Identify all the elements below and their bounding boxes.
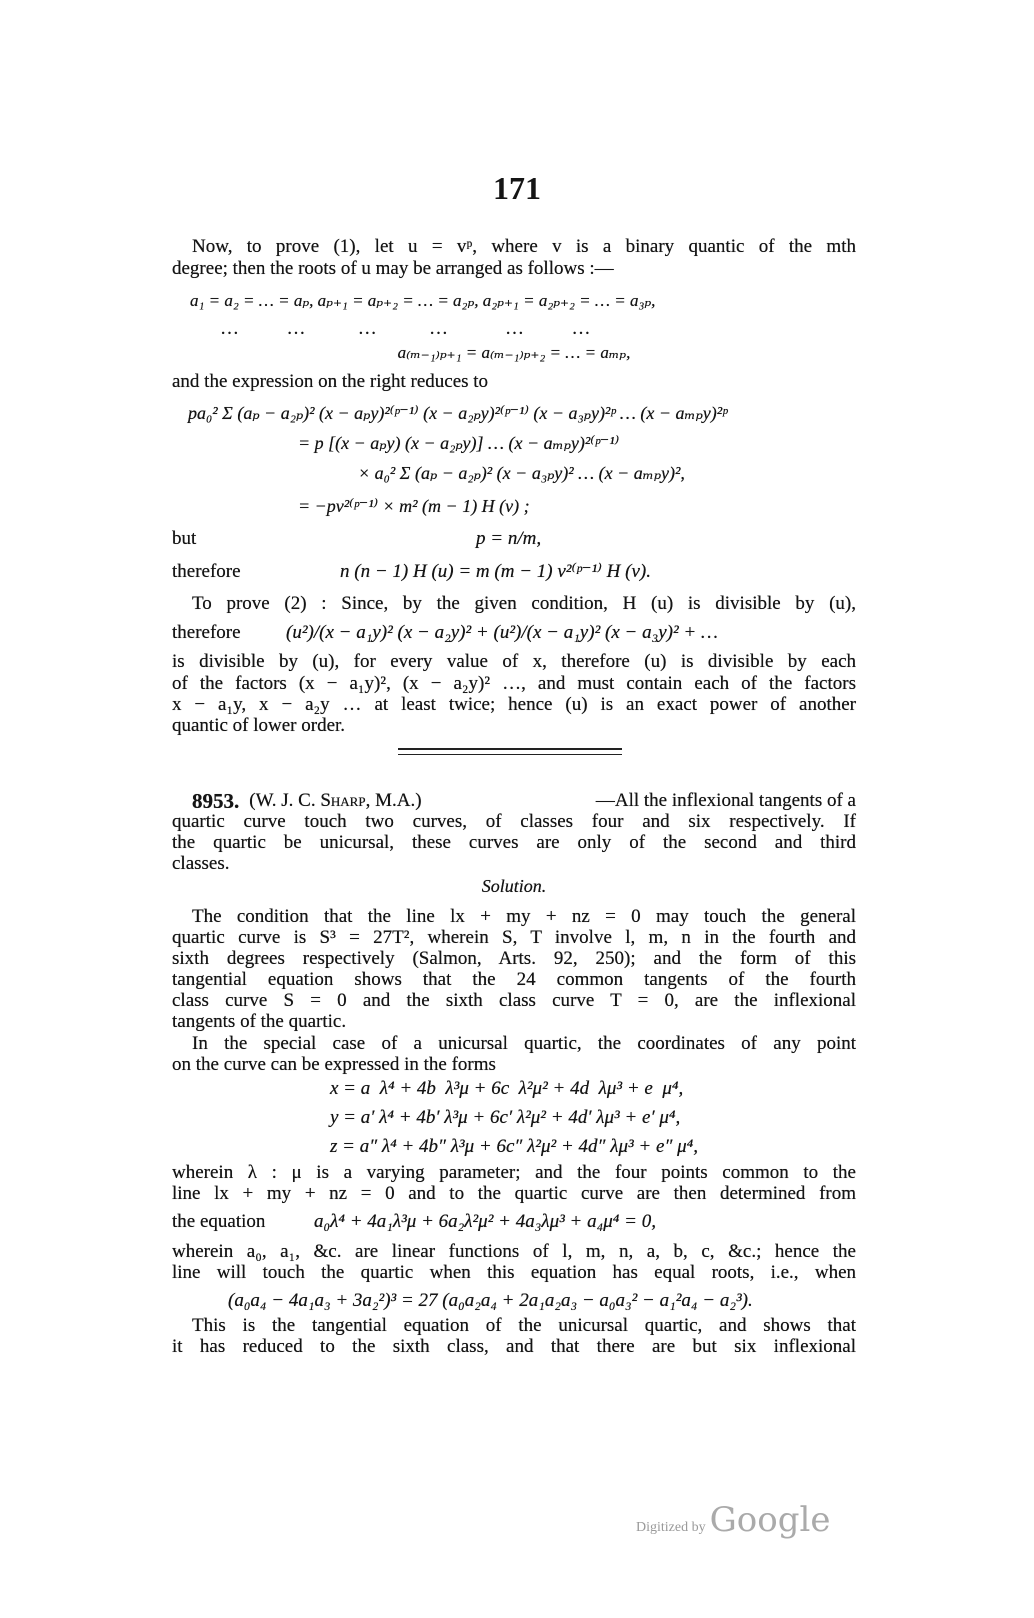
label-therefore: therefore — [172, 622, 241, 643]
text-line: —All the inflexional tangents of a — [595, 790, 856, 811]
text-line: of the factors (x − a₁y)², (x − a₂y)² …, and must contain each of the factors — [172, 673, 856, 694]
text-line: degree; then the roots of u may be arranged as follows :— — [172, 258, 614, 279]
text-line: quantic of lower order. — [172, 715, 346, 736]
text-line: it has reduced to the sixth class, and that there are but six inflexional — [172, 1336, 856, 1357]
equation-line: a₍ₘ₋₁₎ₚ₊₁ = a₍ₘ₋₁₎ₚ₊₂ = … = aₘₚ, — [397, 343, 631, 362]
problem-author: (W. J. C. Sharp, M.A.) — [249, 790, 422, 811]
text-line: In the special case of a unicursal quartic, the coordinates of any point — [192, 1033, 856, 1054]
text-line: is divisible by (u), for every value of x, therefore (u) is divisible by each — [172, 651, 856, 672]
text-line: on the curve can be expressed in the forms — [172, 1054, 496, 1075]
text-line: quartic curve touch two curves, of classes four and six respectively. If — [172, 811, 856, 832]
equation-line: pa₀² Σ (aₚ − a₂ₚ)² (x − aₚy)²⁽ᵖ⁻¹⁾ (x − a₂ₚy)²⁽ᵖ⁻¹⁾ (x − a₃ₚy)²ᵖ … (x − aₘₚy)²ᵖ — [188, 403, 728, 423]
label-equation: the equation — [172, 1211, 266, 1232]
text-line: This is the tangential equation of the unicursal quartic, and shows that — [192, 1315, 856, 1336]
equation-line: = −pv²⁽ᵖ⁻¹⁾ × m² (m − 1) H (v) ; — [298, 496, 530, 516]
text-line: class curve S = 0 and the sixth class curve T = 0, are the inflexional — [172, 990, 856, 1011]
equation-line: × a₀² Σ (aₚ − a₂ₚ)² (x − a₃ₚy)² … (x − aₘₚy)², — [358, 463, 685, 483]
ellipsis-row: … … … … … … — [220, 318, 591, 339]
label-therefore: therefore — [172, 561, 241, 582]
digitized-by-google-watermark — [636, 1500, 830, 1540]
section-divider — [398, 748, 622, 750]
text-line: line will touch the quartic when this equation has equal roots, i.e., when — [172, 1262, 856, 1283]
text-line: The condition that the line lx + my + nz = 0 may touch the general — [192, 906, 856, 927]
label-but: but — [172, 528, 197, 549]
solution-heading: Solution. — [481, 876, 547, 896]
page-number: 171 — [493, 170, 541, 206]
text-line: and the expression on the right reduces to — [172, 371, 489, 392]
equation-line: a₁ = a₂ = … = aₚ, aₚ₊₁ = aₚ₊₂ = … = a₂ₚ, a₂ₚ₊₁ = a₂ₚ₊₂ = … = a₃ₚ, — [190, 291, 656, 310]
google-logo: Google — [709, 1500, 831, 1540]
text-line: the quartic be unicursal, these curves are only of the second and third — [172, 832, 856, 853]
text-line: classes. — [172, 853, 230, 874]
watermark-text: Digitized by — [636, 1520, 706, 1535]
equation-line: a₀λ⁴ + 4a₁λ³μ + 6a₂λ²μ² + 4a₃λμ³ + a₄μ⁴ = 0, — [314, 1211, 656, 1232]
text-line: quartic curve is S³ = 27T², wherein S, T involve l, m, n in the fourth and — [172, 927, 856, 948]
equation-line: y = a′ λ⁴ + 4b′ λ³μ + 6c′ λ²μ² + 4d′ λμ³ + e′ μ⁴, — [330, 1107, 681, 1128]
equation-line: p = n/m, — [476, 528, 542, 549]
problem-number: 8953. — [192, 789, 240, 813]
equation-line: (u²)/(x − a₁y)² (x − a₂y)² + (u²)/(x − a₁y)² (x − a₃y)² + … — [286, 622, 718, 643]
equation-line: x = a λ⁴ + 4b λ³μ + 6c λ²μ² + 4d λμ³ + e μ⁴, — [330, 1078, 684, 1099]
equation-line: n (n − 1) H (u) = m (m − 1) v²⁽ᵖ⁻¹⁾ H (v). — [340, 561, 651, 582]
text-line: wherein λ : μ is a varying parameter; and the four points common to the — [172, 1162, 856, 1183]
equation-line: (a₀a₄ − 4a₁a₃ + 3a₂²)³ = 27 (a₀a₂a₄ + 2a₁a₂a₃ − a₀a₃² − a₁²a₄ − a₂³). — [228, 1290, 753, 1311]
text-line: x − a₁y, x − a₂y … at least twice; hence (u) is an exact power of another — [172, 694, 856, 715]
equation-line: = p [(x − aₚy) (x − a₂ₚy)] … (x − aₘₚy)²⁽ᵖ⁻¹⁾ — [298, 433, 620, 453]
equation-line: z = a″ λ⁴ + 4b″ λ³μ + 6c″ λ²μ² + 4d″ λμ³ + e″ μ⁴, — [330, 1136, 698, 1157]
section-divider — [398, 754, 622, 755]
text-line: line lx + my + nz = 0 and to the quartic curve are then determined from — [172, 1183, 856, 1204]
problem-heading — [172, 790, 856, 812]
text-line: tangential equation shows that the 24 common tangents of the fourth — [172, 969, 856, 990]
text-line: To prove (2) : Since, by the given condition, H (u) is divisible by (u), — [192, 593, 856, 614]
text-line: wherein a₀, a₁, &c. are linear functions of l, m, n, a, b, c, &c.; hence the — [172, 1241, 856, 1262]
text-line: sixth degrees respectively (Salmon, Arts. 92, 250); and the form of this — [172, 948, 856, 969]
text-line: tangents of the quartic. — [172, 1011, 347, 1032]
text-line: Now, to prove (1), let u = vᵖ, where v is a binary quantic of the mth — [192, 236, 856, 257]
